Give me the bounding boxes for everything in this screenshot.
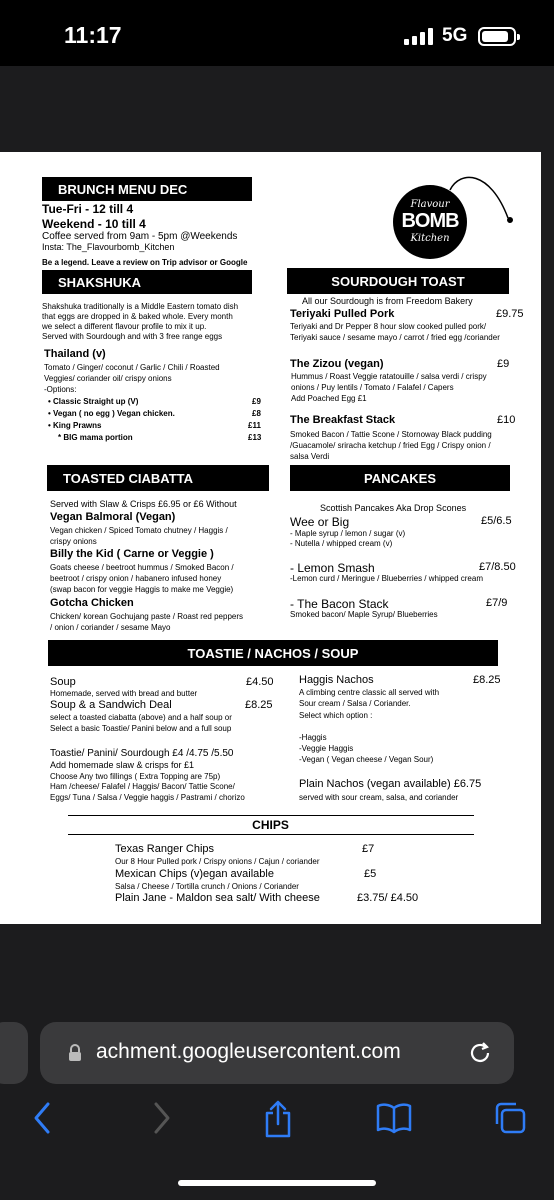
previous-tab-preview[interactable]	[0, 1022, 28, 1084]
item-desc: Veggies/ coriander oil/ crispy onions	[44, 374, 172, 383]
section-shakshuka: SHAKSHUKA	[42, 270, 252, 294]
hours-weekday: Tue-Fri - 12 till 4	[42, 202, 134, 216]
option-name: Classic Straight up (V)	[53, 397, 139, 406]
item-name: Soup	[50, 676, 76, 688]
chips-rule-top	[68, 815, 474, 816]
share-icon[interactable]	[262, 1100, 294, 1138]
item-desc: Eggs/ Tuna / Salsa / Veggie haggis / Pastrami / chorizo	[50, 793, 245, 802]
section-pancakes: PANCAKES	[290, 465, 510, 491]
sourdough-intro: All our Sourdough is from Freedom Bakery	[302, 296, 473, 306]
item-desc: Sour cream / Salsa / Coriander.	[299, 699, 411, 708]
option-name: Vegan ( no egg ) Vegan chicken.	[53, 409, 175, 418]
item-desc: Select which option :	[299, 711, 373, 720]
status-time: 11:17	[64, 22, 122, 48]
item-desc: served with sour cream, salsa, and coriander	[299, 793, 459, 802]
item-price: £4.50	[246, 676, 274, 688]
item-desc: crispy onions	[50, 537, 97, 546]
item-desc: Hummus / Roast Veggie ratatouille / salsa verdi / crispy	[291, 372, 487, 381]
item-name: Plain Nachos (vegan available) £6.75	[299, 778, 482, 790]
item-desc: Tomato / Ginger/ coconut / Garlic / Chili / Roasted	[44, 363, 220, 372]
item-price: £9.75	[496, 308, 524, 320]
item-desc: onions / Puy lentils / Tomato / Falafel / Capers	[291, 383, 454, 392]
item-name: Wee or Big	[290, 515, 350, 529]
item-option: -Veggie Haggis	[299, 744, 354, 753]
item-price: £10	[497, 414, 516, 426]
item-name: Vegan Balmoral (Vegan)	[50, 511, 176, 523]
item-name: Soup & a Sandwich Deal	[50, 699, 172, 711]
item-desc: Choose Any two fillings ( Extra Topping are 75p)	[50, 772, 221, 781]
battery-icon	[478, 27, 516, 46]
item-price: £8.25	[473, 674, 501, 686]
item-desc: - Nutella / whipped cream (v)	[290, 539, 393, 548]
item-desc: -Lemon curd / Meringue / Blueberries / whipped cream	[290, 574, 483, 583]
item-desc: / onion / coriander / sesame Mayo	[50, 623, 171, 632]
option-name: * BIG mama portion	[58, 433, 133, 442]
option-price: £13	[248, 433, 262, 442]
brunch-title: BRUNCH MENU DEC	[42, 177, 252, 201]
reload-icon[interactable]	[468, 1040, 494, 1066]
section-sourdough: SOURDOUGH TOAST	[287, 268, 509, 294]
item-desc: Select a basic Toastie/ Panini below and a full soup	[50, 724, 232, 733]
item-desc: (swap bacon for veggie Haggis to make me Veggie)	[50, 585, 234, 594]
section-toastie: TOASTIE / NACHOS / SOUP	[48, 640, 498, 666]
hours-weekend: Weekend - 10 till 4	[42, 217, 146, 231]
option-price: £9	[252, 397, 261, 406]
item-name: The Zizou (vegan)	[290, 358, 384, 370]
coffee-hours: Coffee served from 9am - 5pm @Weekends	[42, 231, 238, 242]
review-note: Be a legend. Leave a review on Trip advisor or Google	[42, 258, 248, 267]
item-name: Plain Jane - Maldon sea salt/ With cheese	[115, 892, 320, 904]
item-desc: Salsa / Cheese / Tortilla crunch / Onions / Coriander	[115, 882, 299, 891]
item-name: The Breakfast Stack	[290, 414, 396, 426]
item-desc: Homemade, served with bread and butter	[50, 689, 198, 698]
item-desc: /Guacamole/ sriracha ketchup / fried Egg / Crispy onion /	[290, 441, 491, 450]
option-price: £8	[252, 409, 261, 418]
lock-icon	[68, 1044, 82, 1062]
bookmarks-icon[interactable]	[376, 1100, 412, 1134]
ciabatta-intro: Served with Slaw & Crisps £6.95 or £6 Without	[50, 499, 237, 509]
item-price: £9	[497, 358, 510, 370]
item-desc: Teriyaki and Dr Pepper 8 hour slow cooked pulled pork/	[290, 322, 487, 331]
item-desc: Teriyaki sauce / sesame mayo / carrot / fried egg /coriander	[290, 333, 500, 342]
shakshuka-desc: we select a different flavour profile to mix it up.	[42, 322, 207, 331]
item-desc: Ham /cheese/ Falafel / Haggis/ Bacon/ Tattie Scone/	[50, 782, 235, 791]
item-desc: beetroot / crispy onion / habanero infused honey	[50, 574, 222, 583]
home-indicator	[178, 1180, 376, 1186]
shakshuka-desc: that eggs are dropped in & baked whole. Every month	[42, 312, 233, 321]
item-desc: Smoked Bacon / Tattie Scone / Stornoway Black pudding	[290, 430, 492, 439]
flavour-bomb-logo: Flavour BOMB Kitchen	[393, 185, 467, 259]
pancakes-intro: Scottish Pancakes Aka Drop Scones	[320, 503, 467, 513]
item-desc: - Maple syrup / lemon / sugar (v)	[290, 529, 406, 538]
shakshuka-desc: Shakshuka traditionally is a Middle Eastern tomato dish	[42, 302, 239, 311]
item-desc: Chicken/ korean Gochujang paste / Roast red peppers	[50, 612, 244, 621]
item-desc: salsa Verdi	[290, 452, 330, 461]
item-name: Toastie/ Panini/ Sourdough £4 /4.75 /5.50	[50, 748, 234, 759]
item-price: £7/8.50	[479, 561, 516, 573]
item-price: £8.25	[245, 699, 273, 711]
item-desc: Our 8 Hour Pulled pork / Crispy onions / Cajun / coriander	[115, 857, 320, 866]
tabs-icon[interactable]	[494, 1100, 528, 1136]
item-option: -Haggis	[299, 733, 327, 742]
shakshuka-desc: Served with Sourdough and with 3 free range eggs	[42, 332, 223, 341]
battery-fill	[482, 31, 508, 42]
signal-icon	[404, 28, 434, 45]
forward-icon[interactable]	[150, 1100, 174, 1136]
item-price: £7/9	[486, 597, 508, 609]
item-name: - The Bacon Stack	[290, 597, 389, 611]
item-name: Teriyaki Pulled Pork	[290, 308, 395, 320]
item-desc: Vegan chicken / Spiced Tomato chutney / Haggis /	[50, 526, 228, 535]
item-name: - Lemon Smash	[290, 561, 375, 575]
item-name: Texas Ranger Chips	[115, 843, 215, 855]
status-bar	[0, 0, 554, 66]
item-name: Gotcha Chicken	[50, 597, 134, 609]
insta-handle: Insta: The_Flavourbomb_Kitchen	[42, 242, 175, 252]
section-ciabatta: TOASTED CIABATTA	[47, 465, 269, 491]
item-desc: A climbing centre classic all served with	[299, 688, 440, 697]
option-name: King Prawns	[53, 421, 102, 430]
item-desc: Goats cheese / beetroot hummus / Smoked Bacon /	[50, 563, 234, 572]
item-price: £5	[364, 868, 377, 880]
chips-rule-bottom	[68, 834, 474, 835]
item-desc: select a toasted ciabatta (above) and a half soup or	[50, 713, 232, 722]
item-name: Billy the Kid ( Carne or Veggie )	[50, 548, 214, 560]
option-price: £11	[248, 421, 261, 430]
url-text[interactable]: achment.googleusercontent.com	[96, 1040, 401, 1063]
section-chips: CHIPS	[252, 818, 289, 832]
network-type: 5G	[442, 25, 468, 46]
back-icon[interactable]	[30, 1100, 54, 1136]
options-label: -Options:	[44, 385, 77, 394]
item-option: -Vegan ( Vegan cheese / Vegan Sour)	[299, 755, 434, 764]
item-name: Mexican Chips (v)egan available	[115, 868, 274, 880]
item-price: £7	[362, 843, 375, 855]
item-name: Haggis Nachos	[299, 674, 374, 686]
item-price: £3.75/ £4.50	[357, 892, 419, 904]
item-desc: Add Poached Egg £1	[291, 394, 367, 403]
item-desc: Add homemade slaw & crisps for £1	[50, 760, 195, 770]
item-price: £5/6.5	[481, 515, 512, 527]
item-thailand: Thailand (v)	[44, 348, 106, 360]
item-desc: Smoked bacon/ Maple Syrup/ Blueberries	[290, 610, 438, 619]
